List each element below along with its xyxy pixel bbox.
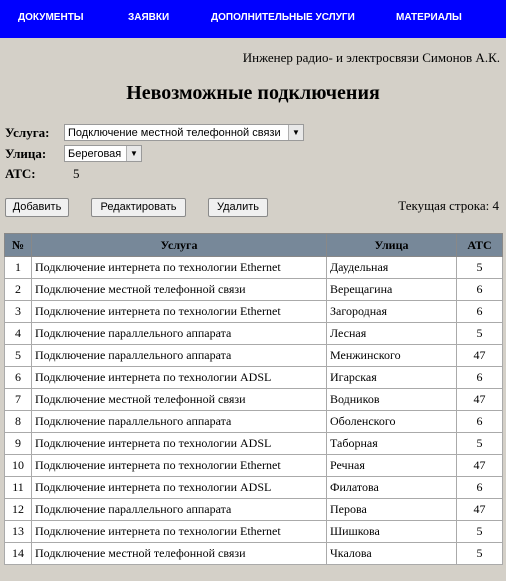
cell-number: 5 [5,345,32,367]
cell-ats: 6 [457,477,503,499]
page-title: Невозможные подключения [126,82,380,104]
cell-ats: 6 [457,279,503,301]
table-row[interactable] [5,257,503,279]
table-row[interactable] [5,279,503,301]
cell-street: Филатова [327,477,457,499]
cell-service: Подключение интернета по технологии ADSL [32,477,327,499]
cell-street: Перова [327,499,457,521]
cell-street: Даудельная [327,257,457,279]
cell-ats: 47 [457,389,503,411]
table-row[interactable] [5,301,503,323]
add-button[interactable]: Добавить [5,198,69,217]
header-street[interactable]: Улица [327,234,457,257]
table-row[interactable] [5,411,503,433]
cell-service: Подключение местной телефонной связи [32,389,327,411]
connections-table [4,233,503,565]
service-label: Услуга: [5,125,50,140]
cell-number: 2 [5,279,32,301]
cell-ats: 5 [457,323,503,345]
cell-street: Верещагина [327,279,457,301]
cell-number: 13 [5,521,32,543]
cell-service: Подключение параллельного аппарата [32,323,327,345]
service-select[interactable] [64,124,304,141]
nav-documents[interactable]: ДОКУМЕНТЫ [18,12,84,23]
cell-service: Подключение интернета по технологии ADSL [32,367,327,389]
cell-number: 1 [5,257,32,279]
cell-ats: 47 [457,499,503,521]
cell-number: 9 [5,433,32,455]
cell-street: Шишкова [327,521,457,543]
table-row[interactable] [5,543,503,565]
table-row[interactable] [5,433,503,455]
cell-service: Подключение интернета по технологии ADSL [32,433,327,455]
current-row-indicator: Текущая строка: 4 [398,198,499,213]
cell-street: Речная [327,455,457,477]
cell-service: Подключение параллельного аппарата [32,345,327,367]
header-number[interactable]: № [5,234,32,257]
service-select-value: Подключение местной телефонной связи [68,127,281,139]
cell-number: 8 [5,411,32,433]
cell-street: Лесная [327,323,457,345]
chevron-down-icon: ▼ [126,146,141,161]
user-info: Инженер радио- и электросвязи Симонов А.К. [242,50,500,65]
cell-street: Игарская [327,367,457,389]
cell-service: Подключение местной телефонной связи [32,279,327,301]
cell-service: Подключение интернета по технологии Ethernet [32,257,327,279]
cell-street: Таборная [327,433,457,455]
header-service[interactable]: Услуга [32,234,327,257]
delete-button[interactable]: Удалить [208,198,268,217]
cell-number: 4 [5,323,32,345]
street-select-value: Береговая [68,148,122,160]
ats-value: 5 [73,166,80,181]
street-select[interactable] [64,145,142,162]
cell-ats: 5 [457,543,503,565]
cell-street: Чкалова [327,543,457,565]
cell-service: Подключение интернета по технологии Ethernet [32,521,327,543]
cell-ats: 6 [457,411,503,433]
cell-ats: 47 [457,455,503,477]
cell-service: Подключение интернета по технологии Ethernet [32,301,327,323]
table-header-row [5,234,503,257]
nav-additional-services[interactable]: ДОПОЛНИТЕЛЬНЫЕ УСЛУГИ [211,12,355,23]
chevron-down-icon: ▼ [288,125,303,140]
cell-ats: 47 [457,345,503,367]
cell-service: Подключение параллельного аппарата [32,411,327,433]
table-row[interactable] [5,521,503,543]
cell-number: 7 [5,389,32,411]
cell-number: 3 [5,301,32,323]
cell-street: Оболенского [327,411,457,433]
cell-ats: 6 [457,367,503,389]
ats-label: АТС: [5,166,36,181]
cell-street: Водников [327,389,457,411]
cell-service: Подключение интернета по технологии Ethernet [32,455,327,477]
table-row[interactable] [5,367,503,389]
nav-materials[interactable]: МАТЕРИАЛЫ [396,12,462,23]
table-row[interactable] [5,345,503,367]
table-row[interactable] [5,389,503,411]
cell-ats: 6 [457,301,503,323]
street-label: Улица: [5,146,47,161]
cell-number: 12 [5,499,32,521]
cell-street: Загородная [327,301,457,323]
cell-ats: 5 [457,521,503,543]
edit-button[interactable]: Редактировать [91,198,186,217]
cell-ats: 5 [457,257,503,279]
cell-service: Подключение параллельного аппарата [32,499,327,521]
top-nav [0,0,506,38]
cell-number: 10 [5,455,32,477]
cell-ats: 5 [457,433,503,455]
table-row[interactable] [5,477,503,499]
cell-number: 6 [5,367,32,389]
nav-requests[interactable]: ЗАЯВКИ [128,12,170,23]
cell-service: Подключение местной телефонной связи [32,543,327,565]
cell-number: 14 [5,543,32,565]
cell-street: Менжинского [327,345,457,367]
table-row[interactable] [5,499,503,521]
table-row[interactable] [5,323,503,345]
cell-number: 11 [5,477,32,499]
table-row[interactable] [5,455,503,477]
header-ats[interactable]: АТС [457,234,503,257]
